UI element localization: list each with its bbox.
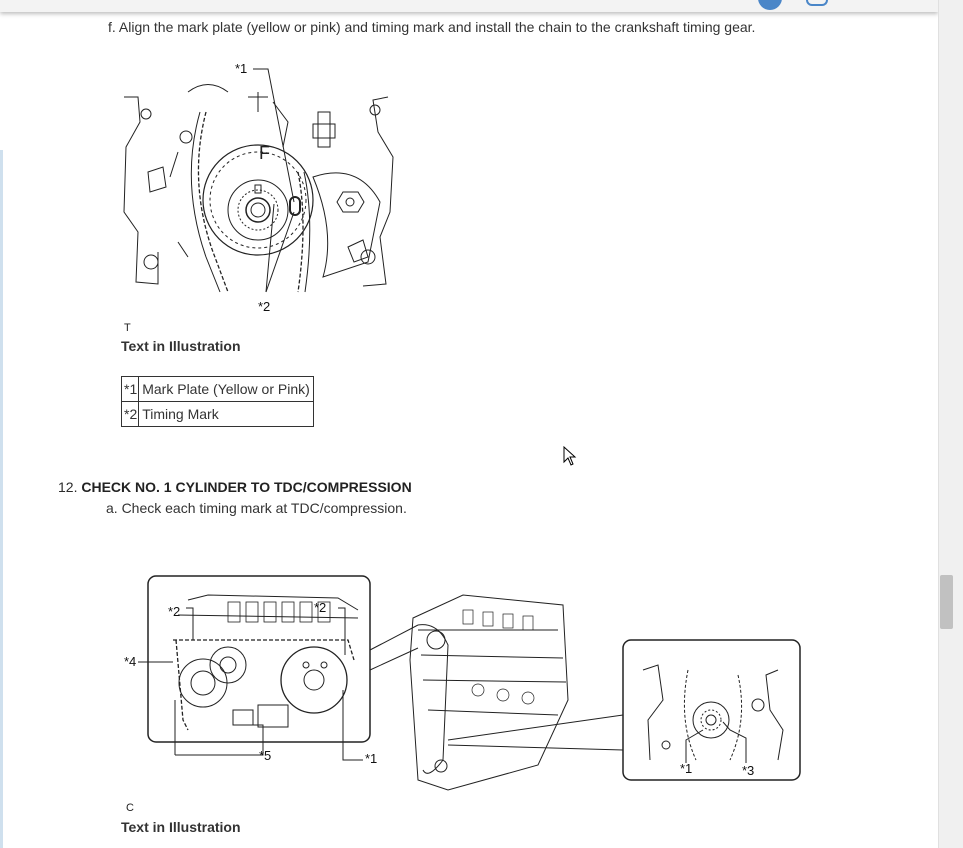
step-a-text: a. Check each timing mark at TDC/compression. bbox=[106, 500, 407, 516]
legend-title-1: Text in Illustration bbox=[121, 338, 241, 354]
legend-label: Mark Plate (Yellow or Pink) bbox=[139, 377, 314, 402]
callout-1: *1 bbox=[365, 751, 378, 766]
table-row bbox=[122, 377, 314, 402]
callout-1: *1 bbox=[235, 61, 248, 76]
vertical-scrollbar[interactable] bbox=[938, 0, 963, 848]
scrollbar-thumb[interactable] bbox=[940, 575, 953, 629]
legend-key: *1 bbox=[122, 377, 139, 402]
figure-code-2: C bbox=[126, 802, 134, 814]
section-number: 12. bbox=[58, 479, 78, 495]
table-row bbox=[122, 402, 314, 427]
callout-5: *5 bbox=[259, 748, 272, 763]
callout-2b: *2 bbox=[314, 600, 327, 615]
legend-title-2: Text in Illustration bbox=[121, 819, 241, 835]
legend-table-1 bbox=[121, 376, 314, 427]
callout-4: *4 bbox=[124, 654, 137, 669]
step-f-text: f. Align the mark plate (yellow or pink) and timing mark and install the chain to the crankshaft timing gear. bbox=[108, 19, 756, 35]
callout-2a: *2 bbox=[168, 604, 181, 619]
toolbar bbox=[0, 0, 938, 12]
callout-1-inset: *1 bbox=[680, 761, 693, 776]
section-12-heading bbox=[58, 479, 412, 495]
figure-code-1: T bbox=[124, 322, 131, 334]
timing-chain-illustration bbox=[118, 52, 408, 317]
engine-timing-illustration bbox=[118, 570, 808, 800]
section-title: CHECK NO. 1 CYLINDER TO TDC/COMPRESSION bbox=[81, 479, 412, 495]
left-border-strip bbox=[0, 150, 3, 848]
mouse-cursor-icon bbox=[563, 446, 577, 466]
legend-label: Timing Mark bbox=[139, 402, 314, 427]
search-icon[interactable] bbox=[806, 0, 828, 6]
callout-3: *3 bbox=[742, 763, 755, 778]
letter-f: F bbox=[259, 143, 270, 163]
legend-key: *2 bbox=[122, 402, 139, 427]
toolbar-round-button[interactable] bbox=[758, 0, 782, 10]
callout-2: *2 bbox=[258, 299, 271, 314]
